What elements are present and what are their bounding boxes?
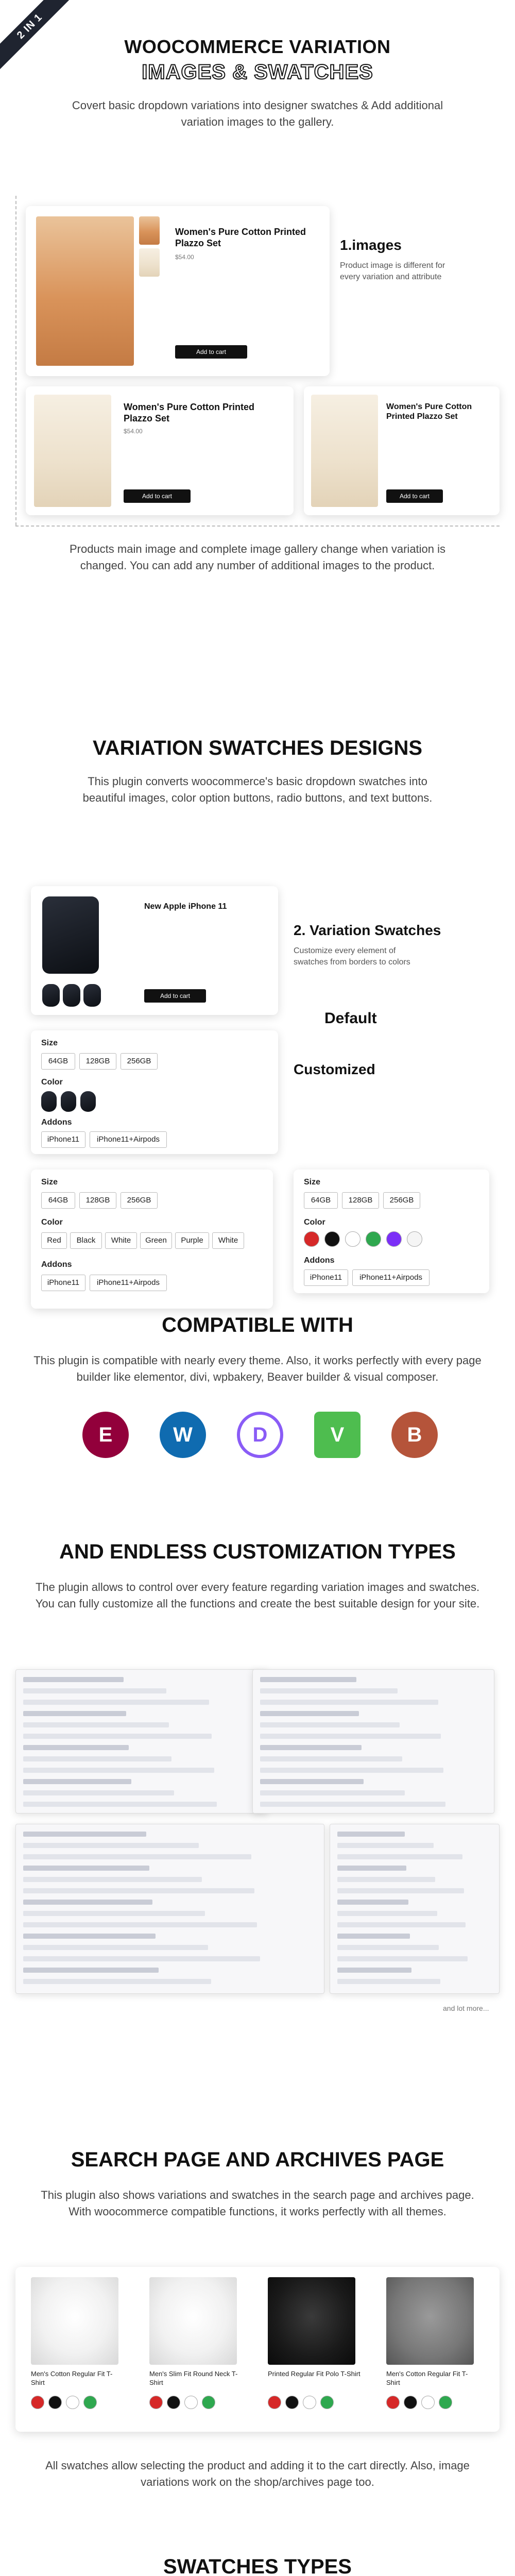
settings-row: [337, 1911, 437, 1916]
settings-row: [23, 1745, 129, 1750]
settings-row: [23, 1779, 131, 1784]
size-swatch[interactable]: 256GB: [121, 1192, 158, 1209]
product-title: Women's Pure Cotton Printed Plazzo Set: [175, 227, 306, 248]
archives-footer-text: All swatches allow selecting the product and adding it to the cart directly. Also, image variations work on the shop/archives page too.: [45, 2459, 470, 2488]
color-dot-swatch[interactable]: [66, 2396, 79, 2409]
page-title: WOOCOMMERCE VARIATION: [124, 36, 391, 57]
size-swatch[interactable]: 64GB: [41, 1053, 75, 1070]
settings-row: [23, 1854, 251, 1859]
settings-row: [23, 1888, 254, 1893]
color-dot-swatch[interactable]: [167, 2396, 180, 2409]
color-dot-swatch[interactable]: [386, 2396, 400, 2409]
settings-row: [23, 1768, 214, 1773]
settings-row: [260, 1779, 364, 1784]
size-swatch[interactable]: 64GB: [41, 1192, 75, 1209]
product-title: Women's Pure Cotton Printed Plazzo Set: [386, 402, 472, 421]
settings-row: [23, 1934, 156, 1939]
settings-row: [337, 1945, 439, 1950]
settings-row: [23, 1756, 171, 1761]
settings-row: [23, 1790, 174, 1795]
product-title: Women's Pure Cotton Printed Plazzo Set: [124, 402, 254, 423]
product-card[interactable]: [304, 386, 500, 515]
footnote: and lot more...: [443, 2004, 489, 2012]
settings-row: [260, 1745, 362, 1750]
settings-row: [23, 1968, 159, 1973]
color-text-swatch[interactable]: White: [212, 1232, 244, 1249]
divider: [15, 526, 500, 527]
image-swatch[interactable]: [80, 1091, 96, 1112]
settings-row: [337, 1866, 406, 1871]
color-dot-swatch[interactable]: [366, 1231, 381, 1247]
color-text-swatch[interactable]: White: [105, 1232, 137, 1249]
settings-row: [23, 1700, 209, 1705]
swatches-designs-header: [0, 737, 515, 806]
image-swatch[interactable]: [61, 1091, 76, 1112]
color-dot-swatch[interactable]: [83, 2396, 97, 2409]
product-card[interactable]: [26, 386, 294, 515]
settings-row: [337, 1979, 440, 1984]
image-swatch[interactable]: [41, 1091, 57, 1112]
archives-footer: [0, 2458, 515, 2490]
size-label: Size: [41, 1178, 58, 1187]
color-dot-swatch[interactable]: [320, 2396, 334, 2409]
color-dot-swatch[interactable]: [345, 1231, 360, 1247]
settings-row: [23, 1832, 146, 1837]
color-dot-swatch[interactable]: [407, 1231, 422, 1247]
default-swatch-card: [31, 1030, 278, 1154]
settings-row: [23, 1979, 211, 1984]
color-dot-swatch[interactable]: [285, 2396, 299, 2409]
color-text-swatch[interactable]: Red: [41, 1232, 67, 1249]
settings-row: [23, 1711, 126, 1716]
settings-row: [23, 1802, 217, 1807]
settings-row: [337, 1922, 466, 1927]
settings-row: [337, 1934, 410, 1939]
divi-logo: D: [237, 1412, 283, 1458]
settings-row: [260, 1790, 405, 1795]
color-text-swatch[interactable]: Black: [70, 1232, 102, 1249]
add-to-cart-button[interactable]: Add to cart: [175, 345, 247, 359]
product-image: [36, 216, 134, 366]
settings-row: [337, 1854, 462, 1859]
divider: [15, 196, 16, 526]
section-title: SWATCHES TYPES: [163, 2555, 352, 2576]
settings-row: [260, 1700, 438, 1705]
archives-section: [0, 2148, 515, 2220]
color-dot-swatch[interactable]: [184, 2396, 198, 2409]
size-swatch[interactable]: 128GB: [79, 1053, 116, 1070]
add-to-cart-button[interactable]: Add to cart: [144, 989, 206, 1003]
settings-row: [23, 1734, 212, 1739]
wpbakery-logo: W: [160, 1412, 206, 1458]
color-dot-swatch[interactable]: [386, 1231, 402, 1247]
custom-color-swatch-card: [294, 1170, 489, 1293]
product-title[interactable]: Printed Regular Fit Polo T-Shirt: [268, 2370, 360, 2378]
section-description: This plugin also shows variations and swatches in the search page and archives page. With woocommerce compatible functions, it works perfectly with all themes.: [41, 2189, 474, 2218]
product-card[interactable]: [26, 206, 330, 376]
settings-row: [23, 1911, 205, 1916]
color-dot-swatch[interactable]: [202, 2396, 215, 2409]
section-title: SEARCH PAGE AND ARCHIVES PAGE: [71, 2148, 444, 2171]
product-title[interactable]: Men's Cotton Regular Fit T-Shirt: [386, 2370, 468, 2386]
product-title: New Apple iPhone 11: [144, 902, 227, 911]
color-dot-swatch[interactable]: [304, 1231, 319, 1247]
product-image: [149, 2277, 237, 2365]
color-text-swatch[interactable]: Purple: [175, 1232, 209, 1249]
section-description: This plugin is compatible with nearly every theme. Also, it works perfectly with every page builder like elementor, divi, wpbakery, Beaver builder & visual composer.: [33, 1354, 482, 1383]
compatible-logos: [0, 1412, 515, 1473]
ribbon-text: 2 IN 1: [0, 0, 76, 73]
images-label: 1.images: [340, 237, 402, 253]
settings-row: [337, 1877, 435, 1882]
color-dot-swatch[interactable]: [303, 2396, 316, 2409]
color-label: Color: [41, 1218, 63, 1227]
page-subtitle: IMAGES & SWATCHES: [142, 61, 373, 83]
settings-row: [23, 1922, 257, 1927]
color-dot-swatch[interactable]: [268, 2396, 281, 2409]
addon-swatch[interactable]: iPhone11: [304, 1269, 348, 1286]
archive-card: [15, 2267, 500, 2432]
color-label: Color: [41, 1078, 63, 1087]
corner-ribbon: [0, 0, 77, 77]
size-swatch[interactable]: 256GB: [121, 1053, 158, 1070]
elementor-logo: E: [82, 1412, 129, 1458]
settings-row: [23, 1677, 124, 1682]
settings-row: [337, 1956, 468, 1961]
product-image: [268, 2277, 355, 2365]
settings-row: [337, 1888, 464, 1893]
color-dot-swatch[interactable]: [31, 2396, 44, 2409]
swatches-types-section: [0, 2555, 515, 2576]
size-swatch[interactable]: 64GB: [304, 1192, 338, 1209]
archive-grid: [0, 2267, 515, 2442]
color-dot-swatch[interactable]: [439, 2396, 452, 2409]
size-label: Size: [41, 1039, 58, 1047]
addon-swatch[interactable]: iPhone11+Airpods: [352, 1269, 430, 1286]
swatches-label-desc: Customize every element of swatches from borders to colors: [294, 946, 410, 967]
settings-row: [260, 1688, 398, 1693]
product-image: [386, 2277, 474, 2365]
swatches-designs-section: [0, 876, 515, 1494]
gallery-thumb[interactable]: [63, 984, 80, 1007]
section-title: VARIATION SWATCHES DESIGNS: [92, 737, 423, 759]
settings-row: [23, 1945, 208, 1950]
settings-row: [260, 1756, 402, 1761]
section-title: AND ENDLESS CUSTOMIZATION TYPES: [59, 1540, 456, 1563]
add-to-cart-button[interactable]: Add to cart: [124, 489, 191, 503]
beaver-builder-logo: B: [391, 1412, 438, 1458]
size-swatch[interactable]: 128GB: [79, 1192, 116, 1209]
settings-row: [23, 1688, 166, 1693]
product-image: [311, 395, 378, 507]
settings-row: [260, 1768, 443, 1773]
images-description: Products main image and complete image gallery change when variation is changed. You can add any number of additional images to the product.: [69, 543, 446, 572]
settings-row: [23, 1866, 149, 1871]
phone-product-card[interactable]: [31, 886, 278, 1015]
product-title[interactable]: Men's Slim Fit Round Neck T-Shirt: [149, 2370, 238, 2386]
customized-label: Customized: [294, 1061, 375, 1077]
section-description: This plugin converts woocommerce's basic dropdown swatches into beautiful images, color option buttons, radio buttons, and text buttons.: [82, 775, 433, 804]
color-text-swatch[interactable]: Green: [140, 1232, 172, 1249]
customization-section: [0, 1540, 515, 1612]
product-image: [42, 896, 99, 974]
product-image: [34, 395, 111, 507]
default-label: Default: [324, 1010, 377, 1027]
settings-row: [23, 1900, 152, 1905]
settings-row: [260, 1711, 359, 1716]
color-dot-swatch[interactable]: [421, 2396, 435, 2409]
addons-label: Addons: [41, 1118, 72, 1127]
settings-row: [260, 1734, 441, 1739]
addon-swatch[interactable]: iPhone11: [41, 1131, 85, 1148]
settings-row: [260, 1722, 400, 1727]
settings-row: [23, 1956, 260, 1961]
settings-row: [337, 1832, 405, 1837]
addon-swatch[interactable]: iPhone11+Airpods: [90, 1275, 167, 1291]
admin-screenshots: [0, 1669, 515, 2133]
admin-settings-screenshot: [330, 1824, 500, 1994]
product-image: [31, 2277, 118, 2365]
admin-settings-screenshot: [15, 1824, 324, 1994]
color-dot-swatch[interactable]: [324, 1231, 340, 1247]
settings-row: [23, 1843, 199, 1848]
color-label: Color: [304, 1218, 325, 1227]
swatches-label: 2. Variation Swatches: [294, 922, 441, 938]
visual-composer-logo: V: [314, 1412, 360, 1458]
gallery-thumb[interactable]: [83, 984, 101, 1007]
product-price: $54.00: [175, 253, 194, 261]
settings-row: [337, 1900, 408, 1905]
size-swatch[interactable]: 256GB: [383, 1192, 420, 1209]
gallery-thumb[interactable]: [139, 216, 160, 245]
product-price: $54.00: [124, 428, 143, 435]
section-description: The plugin allows to control over every feature regarding variation images and swatches. You can fully customize all the functions and create the best suitable design for your site.: [35, 1581, 480, 1610]
size-label: Size: [304, 1178, 321, 1187]
custom-text-swatch-card: [31, 1170, 273, 1309]
color-dot-swatch[interactable]: [404, 2396, 417, 2409]
header-description: Covert basic dropdown variations into designer swatches & Add additional variation images to the gallery.: [72, 99, 443, 128]
gallery-thumb[interactable]: [139, 248, 160, 277]
addon-swatch[interactable]: iPhone11: [41, 1275, 85, 1291]
product-title[interactable]: Men's Cotton Regular Fit T-Shirt: [31, 2370, 113, 2386]
gallery-thumb[interactable]: [42, 984, 60, 1007]
settings-row: [337, 1968, 411, 1973]
size-swatch[interactable]: 128GB: [342, 1192, 379, 1209]
addons-label: Addons: [304, 1256, 335, 1265]
admin-settings-screenshot: [15, 1669, 268, 1814]
images-section: [0, 196, 515, 659]
admin-settings-screenshot: [252, 1669, 494, 1814]
settings-row: [260, 1677, 356, 1682]
compatible-section: [0, 1314, 515, 1385]
images-label-desc: Product image is different for every variation and attribute: [340, 261, 445, 282]
settings-row: [23, 1722, 169, 1727]
addon-swatch[interactable]: iPhone11+Airpods: [90, 1131, 167, 1148]
settings-row: [337, 1843, 434, 1848]
section-title: COMPATIBLE WITH: [162, 1314, 353, 1336]
color-dot-swatch[interactable]: [48, 2396, 62, 2409]
color-dot-swatch[interactable]: [149, 2396, 163, 2409]
settings-row: [23, 1877, 202, 1882]
addons-label: Addons: [41, 1260, 72, 1269]
settings-row: [260, 1802, 445, 1807]
add-to-cart-button[interactable]: Add to cart: [386, 489, 443, 503]
header-section: [0, 36, 515, 130]
